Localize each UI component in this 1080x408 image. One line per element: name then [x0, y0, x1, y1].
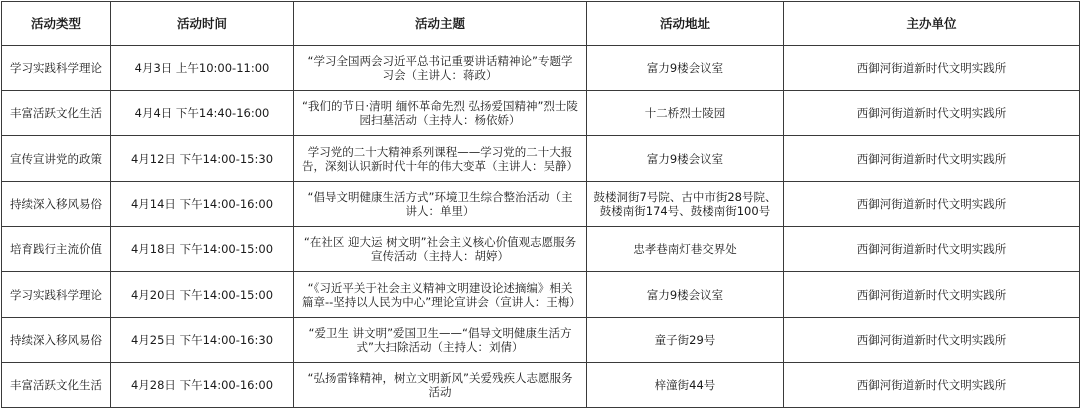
cell-time: 4月28日 下午14:00-16:00 [111, 363, 294, 408]
cell-type: 学习实践科学理论 [2, 272, 111, 318]
table-header-row [2, 2, 1080, 46]
cell-type: 持续深入移风易俗 [2, 182, 111, 227]
cell-organizer: 西御河街道新时代文明实践所 [784, 227, 1080, 272]
column-header-type: 活动类型 [2, 2, 111, 46]
cell-type: 丰富活跃文化生活 [2, 91, 111, 136]
cell-time: 4月20日 下午14:00-15:00 [111, 272, 294, 318]
cell-subject: “我们的节日·清明 缅怀革命先烈 弘扬爱国精神”烈士陵园扫墓活动（主持人：杨依娇） [294, 91, 587, 136]
column-header-subject: 活动主题 [294, 2, 587, 46]
cell-type: 持续深入移风易俗 [2, 318, 111, 363]
activity-table [1, 1, 1080, 408]
cell-time: 4月18日 下午14:00-15:00 [111, 227, 294, 272]
cell-address: 富力9楼会议室 [587, 46, 784, 91]
cell-subject: 学习党的二十大精神系列课程——学习党的二十大报告，深刻认识新时代十年的伟大变革（主讲人：吴静） [294, 136, 587, 182]
table-row [2, 363, 1080, 408]
table-row [2, 272, 1080, 318]
table-row [2, 46, 1080, 91]
cell-organizer: 西御河街道新时代文明实践所 [784, 46, 1080, 91]
cell-time: 4月4日 下午14:40-16:00 [111, 91, 294, 136]
cell-subject: “《习近平关于社会主义精神文明建设论述摘编》相关篇章--坚持以人民为中心”理论宣讲会（宣讲人：王梅） [294, 272, 587, 318]
cell-organizer: 西御河街道新时代文明实践所 [784, 272, 1080, 318]
cell-address: 富力9楼会议室 [587, 136, 784, 182]
cell-subject: “倡导文明健康生活方式”环境卫生综合整治活动（主讲人：单里） [294, 182, 587, 227]
cell-address: 忠孝巷南灯巷交界处 [587, 227, 784, 272]
cell-address: 童子街29号 [587, 318, 784, 363]
cell-address: 鼓楼洞街7号院、古中市街28号院、鼓楼南街174号、鼓楼南街100号 [587, 182, 784, 227]
cell-organizer: 西御河街道新时代文明实践所 [784, 136, 1080, 182]
table-row [2, 182, 1080, 227]
cell-type: 学习实践科学理论 [2, 46, 111, 91]
cell-organizer: 西御河街道新时代文明实践所 [784, 91, 1080, 136]
column-header-address: 活动地址 [587, 2, 784, 46]
cell-organizer: 西御河街道新时代文明实践所 [784, 363, 1080, 408]
cell-subject: “弘扬雷锋精神，树立文明新风”关爱残疾人志愿服务活动 [294, 363, 587, 408]
table-row [2, 318, 1080, 363]
cell-type: 宣传宣讲党的政策 [2, 136, 111, 182]
cell-time: 4月14日 下午14:00-16:00 [111, 182, 294, 227]
column-header-organizer: 主办单位 [784, 2, 1080, 46]
cell-subject: “在社区 迎大运 树文明”社会主义核心价值观志愿服务宣传活动（主持人：胡婷） [294, 227, 587, 272]
cell-type: 丰富活跃文化生活 [2, 363, 111, 408]
cell-subject: “学习全国两会习近平总书记重要讲话精神论”专题学习会（主讲人：蒋政） [294, 46, 587, 91]
table-row [2, 227, 1080, 272]
table-row [2, 136, 1080, 182]
cell-organizer: 西御河街道新时代文明实践所 [784, 182, 1080, 227]
cell-type: 培育践行主流价值 [2, 227, 111, 272]
cell-subject: “爱卫生 讲文明”爱国卫生——“倡导文明健康生活方式”大扫除活动（主持人：刘倩） [294, 318, 587, 363]
cell-address: 富力9楼会议室 [587, 272, 784, 318]
cell-time: 4月25日 下午14:00-16:30 [111, 318, 294, 363]
cell-address: 十二桥烈士陵园 [587, 91, 784, 136]
cell-address: 梓潼街44号 [587, 363, 784, 408]
cell-time: 4月3日 上午10:00-11:00 [111, 46, 294, 91]
table-row [2, 91, 1080, 136]
cell-organizer: 西御河街道新时代文明实践所 [784, 318, 1080, 363]
column-header-time: 活动时间 [111, 2, 294, 46]
cell-time: 4月12日 下午14:00-15:30 [111, 136, 294, 182]
